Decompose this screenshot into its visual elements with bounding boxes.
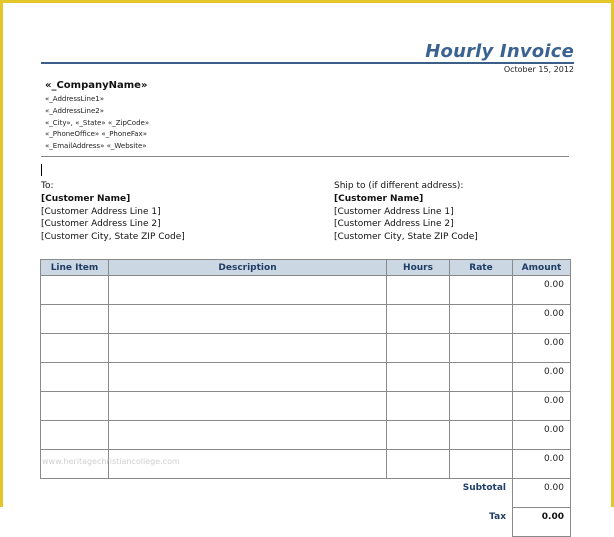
amount-cell: 0.00	[513, 334, 571, 363]
hours-cell[interactable]	[387, 305, 450, 334]
bill-to-block	[41, 180, 185, 244]
table-row	[41, 421, 571, 450]
text-cursor	[41, 164, 42, 176]
amount-cell: 0.00	[513, 363, 571, 392]
rate-cell[interactable]	[450, 334, 513, 363]
description-cell[interactable]	[109, 334, 387, 363]
description-cell[interactable]	[109, 392, 387, 421]
hours-cell[interactable]	[387, 450, 450, 479]
rate-cell[interactable]	[450, 421, 513, 450]
ship-to-address-line2[interactable]: [Customer Address Line 2]	[334, 219, 454, 230]
bill-to-address-line2[interactable]: [Customer Address Line 2]	[41, 219, 161, 230]
bill-to-name[interactable]: [Customer Name]	[41, 193, 131, 204]
company-city-state-zip: «_City», «_State» «_ZipCode»	[45, 119, 150, 127]
ship-to-city[interactable]: [Customer City, State ZIP Code]	[334, 232, 478, 243]
line-item-cell[interactable]	[41, 276, 109, 305]
rate-cell[interactable]	[450, 305, 513, 334]
ship-to-block	[334, 180, 478, 244]
company-address-line1: «_AddressLine1»	[45, 95, 104, 103]
hours-cell[interactable]	[387, 421, 450, 450]
rate-cell[interactable]	[450, 363, 513, 392]
header-description: Description	[109, 260, 387, 276]
company-address-line2: «_AddressLine2»	[45, 107, 104, 115]
invoice-title: Hourly Invoice	[425, 41, 574, 62]
subtotal-label: Subtotal	[462, 483, 506, 493]
hours-cell[interactable]	[387, 363, 450, 392]
bill-to-address-line1[interactable]: [Customer Address Line 1]	[41, 206, 161, 217]
watermark-text: www.heritagechristiancollege.com	[42, 457, 180, 466]
amount-cell: 0.00	[513, 305, 571, 334]
header-rate: Rate	[450, 260, 513, 276]
amount-cell: 0.00	[513, 392, 571, 421]
invoice-date: October 15, 2012	[503, 65, 574, 74]
table-row	[41, 276, 571, 305]
table-row	[41, 334, 571, 363]
ship-to-heading: Ship to (if different address):	[334, 181, 464, 191]
amount-cell: 0.00	[513, 421, 571, 450]
description-cell[interactable]	[109, 421, 387, 450]
company-name: «_CompanyName»	[45, 80, 148, 91]
line-item-cell[interactable]	[41, 305, 109, 334]
rate-cell[interactable]	[450, 276, 513, 305]
description-cell[interactable]	[109, 276, 387, 305]
header-hours: Hours	[387, 260, 450, 276]
table-row	[41, 363, 571, 392]
line-item-cell[interactable]	[41, 392, 109, 421]
table-row	[41, 305, 571, 334]
subtotal-row	[41, 479, 571, 508]
title-divider	[41, 62, 574, 64]
tax-label: Tax	[489, 511, 506, 522]
header-divider	[41, 156, 569, 157]
line-item-cell[interactable]	[41, 334, 109, 363]
description-cell[interactable]	[109, 305, 387, 334]
description-cell[interactable]	[109, 363, 387, 392]
ship-to-address-line1[interactable]: [Customer Address Line 1]	[334, 206, 454, 217]
company-email-website: «_EmailAddress» «_Website»	[45, 142, 147, 150]
rate-cell[interactable]	[450, 392, 513, 421]
amount-cell: 0.00	[513, 450, 571, 479]
rate-cell[interactable]	[450, 450, 513, 479]
table-header-row	[41, 260, 571, 276]
line-item-cell[interactable]	[41, 363, 109, 392]
company-phone-fax: «_PhoneOffice» «_PhoneFax»	[45, 130, 147, 138]
table-row	[41, 392, 571, 421]
line-items-table	[40, 259, 571, 537]
bill-to-city[interactable]: [Customer City, State ZIP Code]	[41, 232, 185, 243]
header-amount: Amount	[513, 260, 571, 276]
ship-to-name[interactable]: [Customer Name]	[334, 193, 424, 204]
line-item-cell[interactable]	[41, 421, 109, 450]
hours-cell[interactable]	[387, 392, 450, 421]
header-line-item: Line Item	[41, 260, 109, 276]
hours-cell[interactable]	[387, 334, 450, 363]
bill-to-heading: To:	[41, 181, 54, 191]
hours-cell[interactable]	[387, 276, 450, 305]
tax-row	[41, 508, 571, 537]
amount-cell: 0.00	[513, 276, 571, 305]
subtotal-value: 0.00	[513, 479, 571, 508]
tax-value[interactable]: 0.00	[513, 508, 571, 537]
